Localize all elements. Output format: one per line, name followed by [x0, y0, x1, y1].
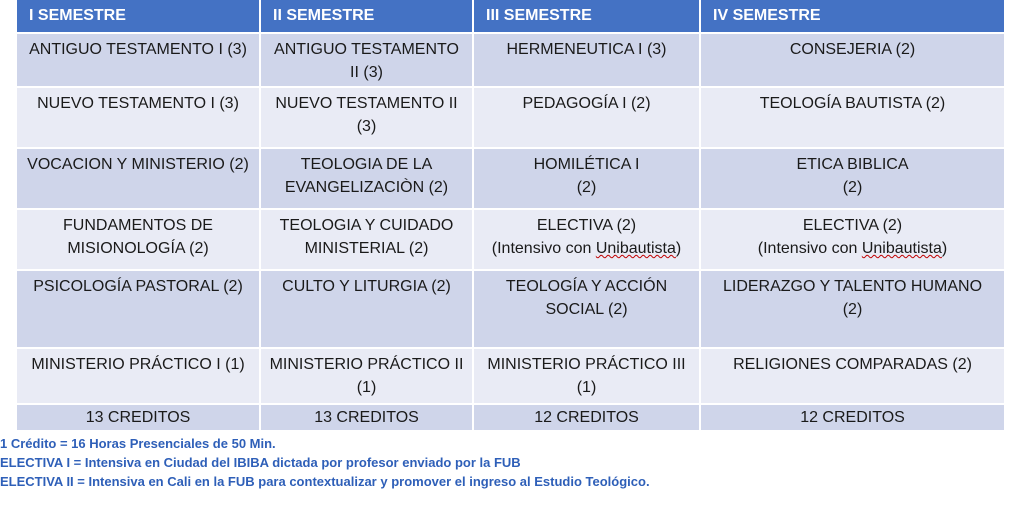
- credits-total: 12 CREDITOS: [474, 405, 699, 432]
- course-cell: VOCACION Y MINISTERIO (2): [17, 149, 259, 210]
- table-row: [17, 88, 1004, 149]
- credits-total: 13 CREDITOS: [17, 405, 259, 432]
- course-cell: NUEVO TESTAMENTO II (3): [261, 88, 472, 149]
- course-cell: FUNDAMENTOS DE MISIONOLOGÍA (2): [17, 210, 259, 271]
- spellcheck-underline: Unibautista: [595, 240, 676, 257]
- table-row: [17, 210, 1004, 271]
- course-cell: ELECTIVA (2) (Intensivo con Unibautista): [474, 210, 699, 271]
- course-cell: MINISTERIO PRÁCTICO II (1): [261, 349, 472, 405]
- course-cell: TEOLOGÍA BAUTISTA (2): [701, 88, 1004, 149]
- course-cell: HERMENEUTICA I (3): [474, 34, 699, 88]
- course-cell: ANTIGUO TESTAMENTO I (3): [17, 34, 259, 88]
- curriculum-table: [15, 0, 1006, 432]
- course-cell: PEDAGOGÍA I (2): [474, 88, 699, 149]
- header-semester-3: III SEMESTRE: [474, 0, 699, 34]
- course-cell: NUEVO TESTAMENTO I (3): [17, 88, 259, 149]
- table-row: [17, 349, 1004, 405]
- course-cell: MINISTERIO PRÁCTICO III (1): [474, 349, 699, 405]
- course-cell: TEOLOGIA DE LA EVANGELIZACIÒN (2): [261, 149, 472, 210]
- course-cell: HOMILÉTICA I (2): [474, 149, 699, 210]
- table-row: [17, 34, 1004, 88]
- table-row: [17, 149, 1004, 210]
- course-cell: CULTO Y LITURGIA (2): [261, 271, 472, 349]
- course-cell: PSICOLOGÍA PASTORAL (2): [17, 271, 259, 349]
- spellcheck-underline: Unibautista: [861, 240, 942, 257]
- header-semester-1: I SEMESTRE: [17, 0, 259, 34]
- course-cell: MINISTERIO PRÁCTICO I (1): [17, 349, 259, 405]
- course-cell: TEOLOGIA Y CUIDADO MINISTERIAL (2): [261, 210, 472, 271]
- course-cell: ANTIGUO TESTAMENTO II (3): [261, 34, 472, 88]
- course-cell: CONSEJERIA (2): [701, 34, 1004, 88]
- elective-2-note: ELECTIVA II = Intensiva en Cali en la FUB para contextualizar y promover el ingreso al Estudio Teológico.: [0, 474, 650, 489]
- course-cell: TEOLOGÍA Y ACCIÓN SOCIAL (2): [474, 271, 699, 349]
- course-cell: RELIGIONES COMPARADAS (2): [701, 349, 1004, 405]
- table-row: [17, 271, 1004, 349]
- totals-row: [17, 405, 1004, 432]
- course-cell: ETICA BIBLICA (2): [701, 149, 1004, 210]
- credits-total: 12 CREDITOS: [701, 405, 1004, 432]
- credits-total: 13 CREDITOS: [261, 405, 472, 432]
- header-semester-4: IV SEMESTRE: [701, 0, 1004, 34]
- elective-1-note: ELECTIVA I = Intensiva en Ciudad del IBIBA dictada por profesor enviado por la FUB: [0, 455, 521, 470]
- course-cell: ELECTIVA (2) (Intensivo con Unibautista): [701, 210, 1004, 271]
- course-cell: LIDERAZGO Y TALENTO HUMANO (2): [701, 271, 1004, 349]
- header-semester-2: II SEMESTRE: [261, 0, 472, 34]
- credit-note: 1 Crédito = 16 Horas Presenciales de 50 Min.: [0, 436, 276, 451]
- footnotes: [0, 434, 650, 491]
- header-row: [17, 0, 1004, 34]
